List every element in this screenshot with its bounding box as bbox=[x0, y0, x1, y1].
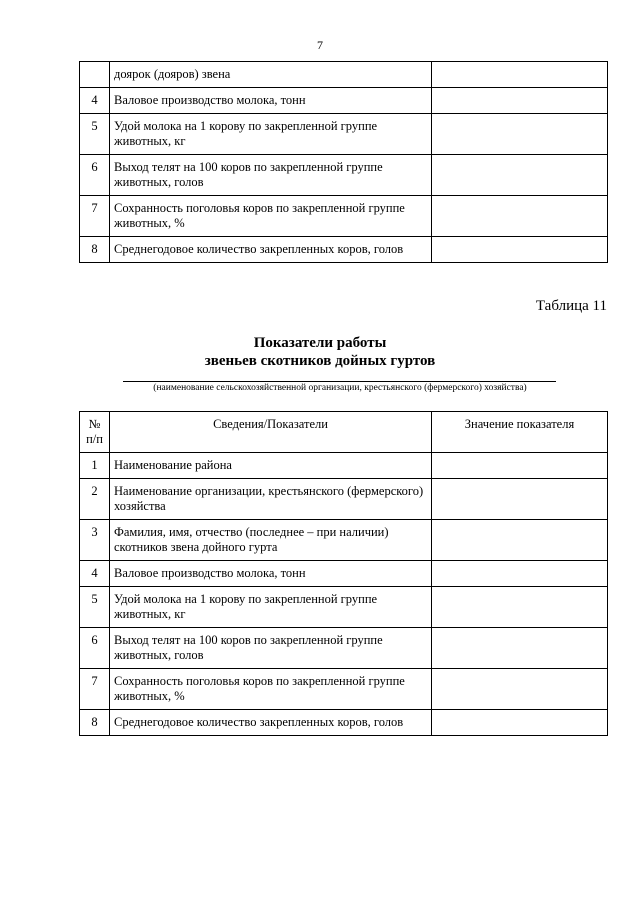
row-label: доярок (дояров) звена bbox=[110, 62, 432, 88]
row-label: Среднегодовое количество закрепленных коров, голов bbox=[110, 710, 432, 736]
row-number: 6 bbox=[80, 155, 110, 196]
table-row bbox=[80, 155, 608, 196]
table-row bbox=[80, 710, 608, 736]
row-label: Валовое производство молока, тонн bbox=[110, 561, 432, 587]
continued-table bbox=[79, 61, 608, 263]
organization-name-caption: (наименование сельскохозяйственной организации, крестьянского (фермерского) хозяйства) bbox=[153, 383, 527, 393]
table-row bbox=[80, 628, 608, 669]
organization-name-line[interactable] bbox=[123, 381, 556, 382]
row-value-cell[interactable] bbox=[432, 587, 608, 628]
table-caption: Таблица 11 bbox=[535, 298, 607, 314]
table-row bbox=[80, 520, 608, 561]
page-number: 7 bbox=[317, 38, 323, 52]
header-value: Значение показателя bbox=[432, 412, 608, 453]
row-number: 5 bbox=[80, 114, 110, 155]
table-row bbox=[80, 237, 608, 263]
row-number: 6 bbox=[80, 628, 110, 669]
table-title-line-2: звеньев скотников дойных гуртов bbox=[204, 353, 436, 369]
row-number: 8 bbox=[80, 710, 110, 736]
table-row bbox=[80, 561, 608, 587]
row-number: 7 bbox=[80, 669, 110, 710]
row-number: 3 bbox=[80, 520, 110, 561]
table-title bbox=[0, 334, 640, 370]
row-value-cell[interactable] bbox=[432, 62, 608, 88]
row-value-cell[interactable] bbox=[432, 114, 608, 155]
row-value-cell[interactable] bbox=[432, 561, 608, 587]
row-value-cell[interactable] bbox=[432, 669, 608, 710]
row-value-cell[interactable] bbox=[432, 237, 608, 263]
row-number: 1 bbox=[80, 453, 110, 479]
row-label: Выход телят на 100 коров по закрепленной группе животных, голов bbox=[110, 628, 432, 669]
row-label: Валовое производство молока, тонн bbox=[110, 88, 432, 114]
row-value-cell[interactable] bbox=[432, 628, 608, 669]
row-value-cell[interactable] bbox=[432, 88, 608, 114]
row-number: 5 bbox=[80, 587, 110, 628]
table-row bbox=[80, 587, 608, 628]
row-label: Удой молока на 1 корову по закрепленной группе животных, кг bbox=[110, 587, 432, 628]
row-label: Удой молока на 1 корову по закрепленной группе животных, кг bbox=[110, 114, 432, 155]
table-row bbox=[80, 669, 608, 710]
table-title-line-1: Показатели работы bbox=[253, 335, 387, 351]
row-value-cell[interactable] bbox=[432, 453, 608, 479]
table-row bbox=[80, 88, 608, 114]
row-label: Среднегодовое количество закрепленных коров, голов bbox=[110, 237, 432, 263]
row-value-cell[interactable] bbox=[432, 710, 608, 736]
row-label: Наименование района bbox=[110, 453, 432, 479]
row-number: 7 bbox=[80, 196, 110, 237]
indicators-table bbox=[79, 411, 608, 736]
row-number bbox=[80, 62, 110, 88]
row-value-cell[interactable] bbox=[432, 196, 608, 237]
row-label: Сохранность поголовья коров по закрепленной группе животных, % bbox=[110, 669, 432, 710]
row-value-cell[interactable] bbox=[432, 479, 608, 520]
table-header-row bbox=[80, 412, 608, 453]
row-number: 2 bbox=[80, 479, 110, 520]
header-info: Сведения/Показатели bbox=[110, 412, 432, 453]
row-label: Сохранность поголовья коров по закрепленной группе животных, % bbox=[110, 196, 432, 237]
table-row bbox=[80, 479, 608, 520]
table-row bbox=[80, 196, 608, 237]
row-number: 4 bbox=[80, 561, 110, 587]
row-number: 4 bbox=[80, 88, 110, 114]
table-row bbox=[80, 62, 608, 88]
row-label: Наименование организации, крестьянского (фермерского) хозяйства bbox=[110, 479, 432, 520]
table-row bbox=[80, 114, 608, 155]
row-label: Фамилия, имя, отчество (последнее – при наличии) скотников звена дойного гурта bbox=[110, 520, 432, 561]
header-number: № п/п bbox=[80, 412, 110, 453]
row-value-cell[interactable] bbox=[432, 520, 608, 561]
row-number: 8 bbox=[80, 237, 110, 263]
row-label: Выход телят на 100 коров по закрепленной группе животных, голов bbox=[110, 155, 432, 196]
table-row bbox=[80, 453, 608, 479]
row-value-cell[interactable] bbox=[432, 155, 608, 196]
